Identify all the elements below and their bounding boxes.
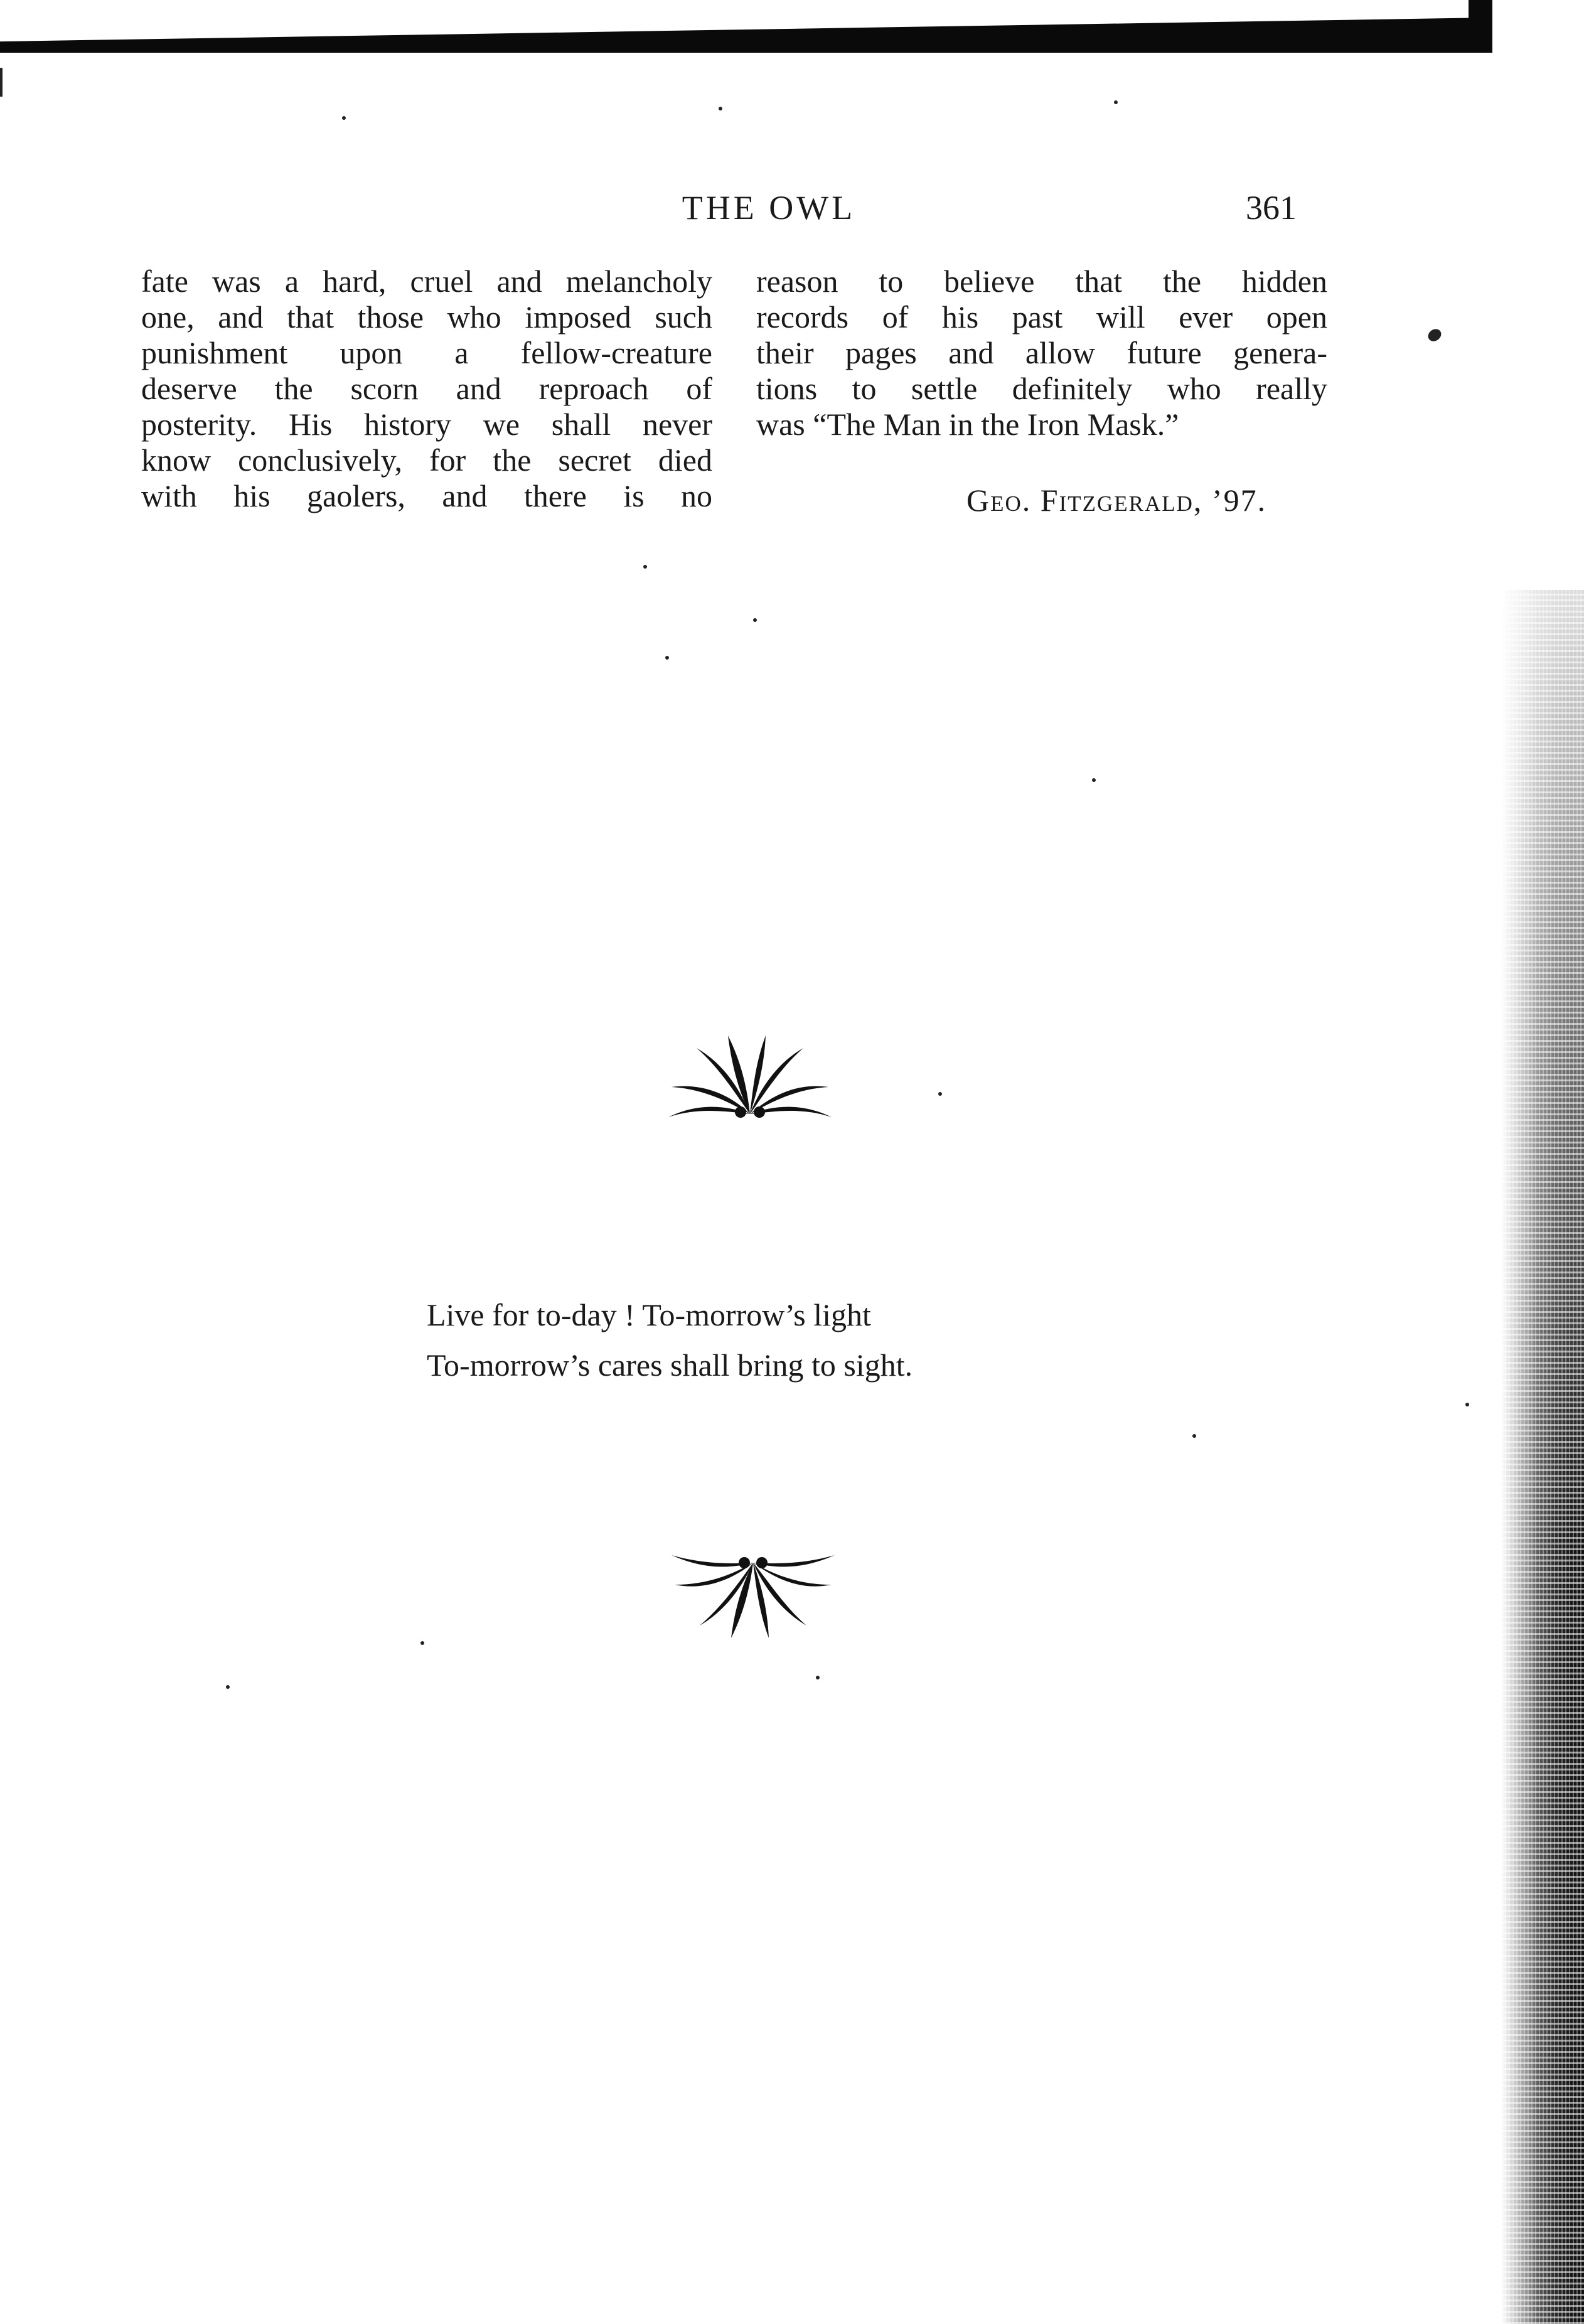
author-signature: Geo. Fitzgerald, ’97.: [966, 483, 1267, 518]
text-line: one, and that those who imposed such: [141, 299, 712, 335]
scan-top-rule-end: [1469, 0, 1492, 53]
right-column: [756, 264, 1327, 442]
scan-fleck: [816, 1676, 820, 1679]
scan-fleck: [753, 618, 757, 622]
text-line: reason to believe that the hidden: [756, 264, 1327, 299]
text-line: their pages and allow future genera-: [756, 335, 1327, 370]
scan-top-rule: [0, 18, 1490, 53]
text-line: posterity. His history we shall never: [141, 407, 712, 442]
text-line: records of his past will ever open: [756, 299, 1327, 335]
inverted-palmette-ornament-icon: [665, 1544, 841, 1644]
text-line: fate was a hard, cruel and melancholy: [141, 264, 712, 299]
text-line: punishment upon a fellow-creature: [141, 335, 712, 370]
palmette-ornament-icon: [659, 1029, 841, 1123]
scan-fleck: [1092, 778, 1096, 782]
verse-line: To-morrow’s cares shall bring to sight.: [427, 1347, 913, 1383]
scan-fleck: [1192, 1434, 1196, 1438]
scan-fleck: [938, 1092, 942, 1096]
scan-fleck: [643, 565, 647, 569]
scan-fleck: [420, 1641, 424, 1645]
scan-edge-shadow: [1501, 590, 1584, 2324]
text-line: was “The Man in the Iron Mask.”: [756, 407, 1179, 442]
scan-fleck: [665, 656, 669, 660]
text-line: deserve the scorn and reproach of: [141, 371, 712, 406]
scan-corner-mark: [0, 68, 3, 97]
left-column: [141, 264, 712, 514]
scan-fleck: [342, 116, 346, 120]
scan-fleck: [1426, 326, 1443, 343]
scan-fleck: [226, 1685, 230, 1689]
scan-fleck: [719, 107, 722, 110]
text-line: with his gaolers, and there is no: [141, 478, 712, 513]
scan-fleck: [1114, 100, 1118, 104]
verse-line: Live for to-day ! To-morrow’s light: [427, 1297, 871, 1332]
scan-fleck: [1465, 1403, 1469, 1406]
verse: [427, 1290, 912, 1390]
running-head: THE OWL: [682, 189, 856, 227]
page-number: 361: [1246, 189, 1297, 227]
text-line: tions to settle definitely who really: [756, 371, 1327, 406]
text-line: know conclusively, for the secret died: [141, 442, 712, 478]
